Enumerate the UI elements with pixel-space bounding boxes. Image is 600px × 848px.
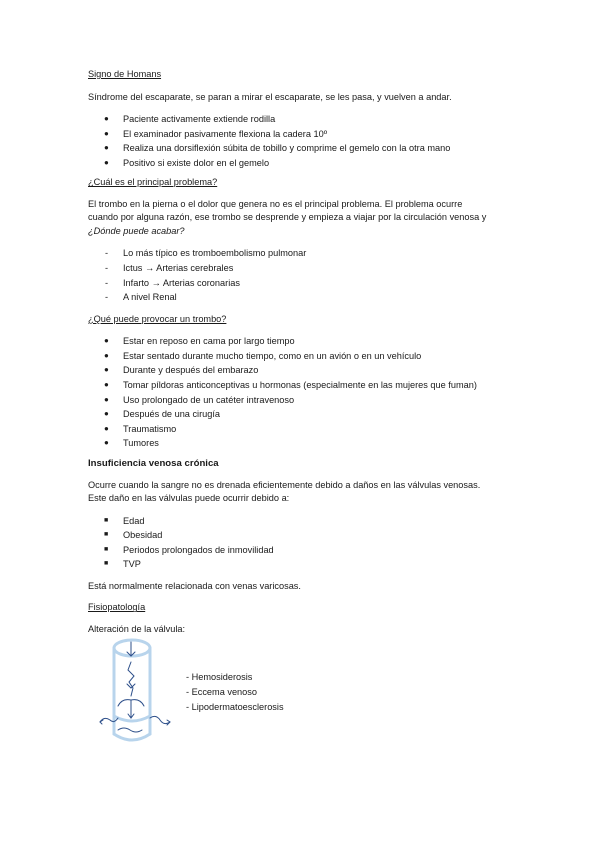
bullet-icon: ● <box>104 350 109 360</box>
list-item: - Lo más típico es tromboembolismo pulmonar <box>88 246 518 261</box>
fisiopatologia-title: Fisiopatología <box>88 602 146 613</box>
list-item: ● Traumatismo <box>88 422 518 437</box>
bullet-icon: ● <box>104 409 109 419</box>
list-item: ● Paciente activamente extiende rodilla <box>88 112 518 127</box>
list-item: ● Después de una cirugía <box>88 407 518 422</box>
list-item: ● Durante y después del embarazo <box>88 363 518 378</box>
list-item: ■ Obesidad <box>88 528 518 543</box>
dash-icon: - <box>105 277 109 288</box>
causas-list <box>88 334 518 451</box>
list-item: - A nivel Renal <box>88 290 518 305</box>
diagram-label: - Lipodermatoesclerosis <box>186 702 284 713</box>
problema-line-1: El trombo en la pierna o el dolor que genera no es el principal problema. El problema ocurre <box>88 198 463 209</box>
list-item: ● Estar sentado durante mucho tiempo, como en un avión o en un vehículo <box>88 349 518 364</box>
list-item: ● Tumores <box>88 436 518 451</box>
vein-valve-drawing <box>98 636 178 748</box>
problema-line-2: cuando por alguna razón, ese trombo se desprende y empieza a viajar por la circulación venosa y <box>88 212 487 223</box>
dash-icon: - <box>105 262 109 273</box>
square-bullet-icon: ■ <box>104 516 109 524</box>
bullet-icon: ● <box>104 128 109 138</box>
square-bullet-icon: ■ <box>104 560 109 568</box>
diagram-labels <box>186 670 284 715</box>
list-item: ■ TVP <box>88 557 518 572</box>
bullet-icon: ● <box>104 438 109 448</box>
homans-intro: Síndrome del escaparate, se paran a mirar el escaparate, se les pasa, y vuelven a andar. <box>88 91 452 102</box>
diagram-label: - Hemosiderosis <box>186 672 253 683</box>
bullet-icon: ● <box>104 157 109 167</box>
list-item: ● Positivo si existe dolor en el gemelo <box>88 156 518 171</box>
list-item: - Ictus → Arterias cerebrales <box>88 261 518 276</box>
causas-question: ¿Qué puede provocar un trombo? <box>88 313 227 324</box>
dash-icon: - <box>105 292 109 303</box>
insuficiencia-title: Insuficiencia venosa crónica <box>88 458 219 469</box>
bullet-icon: ● <box>104 336 109 346</box>
homans-steps-list <box>88 112 518 170</box>
diagram-label: - Eccema venoso <box>186 687 257 698</box>
factors-list <box>88 514 518 572</box>
destinations-list <box>88 246 518 304</box>
bullet-icon: ● <box>104 394 109 404</box>
document-page <box>88 68 518 746</box>
list-item: ■ Periodos prolongados de inmovilidad <box>88 543 518 558</box>
homans-title: Signo de Homans <box>88 69 162 79</box>
list-item: ● Realiza una dorsiflexión súbita de tobillo y comprime el gemelo con la otra mano <box>88 141 518 156</box>
square-bullet-icon: ■ <box>104 531 109 539</box>
list-item: ● Uso prolongado de un catéter intravenoso <box>88 393 518 408</box>
list-item: ● Tomar píldoras anticonceptivas u hormonas (especialmente en las mujeres que fuman) <box>88 378 518 393</box>
problema-italic-question: ¿Dónde puede acabar? <box>88 225 185 236</box>
insuficiencia-relation: Está normalmente relacionada con venas varicosas. <box>88 580 301 591</box>
bullet-icon: ● <box>104 380 109 390</box>
list-item: ■ Edad <box>88 514 518 529</box>
problema-question: ¿Cuál es el principal problema? <box>88 177 218 188</box>
bullet-icon: ● <box>104 114 109 123</box>
bullet-icon: ● <box>104 143 109 153</box>
vein-diagram <box>88 636 518 746</box>
bullet-icon: ● <box>104 365 109 375</box>
square-bullet-icon: ■ <box>104 545 109 553</box>
list-item: ● El examinador pasivamente flexiona la cadera 10º <box>88 127 518 142</box>
insuficiencia-line-2: Este daño en las válvulas puede ocurrir debido a: <box>88 493 290 503</box>
bullet-icon: ● <box>104 423 109 433</box>
list-item: ● Estar en reposo en cama por largo tiempo <box>88 334 518 349</box>
insuficiencia-line-1: Ocurre cuando la sangre no es drenada eficientemente debido a daños en las válvulas venosas. <box>88 479 481 490</box>
fisiopatologia-subtitle: Alteración de la válvula: <box>88 623 186 634</box>
dash-icon: - <box>105 248 109 259</box>
list-item: - Infarto → Arterias coronarias <box>88 276 518 291</box>
